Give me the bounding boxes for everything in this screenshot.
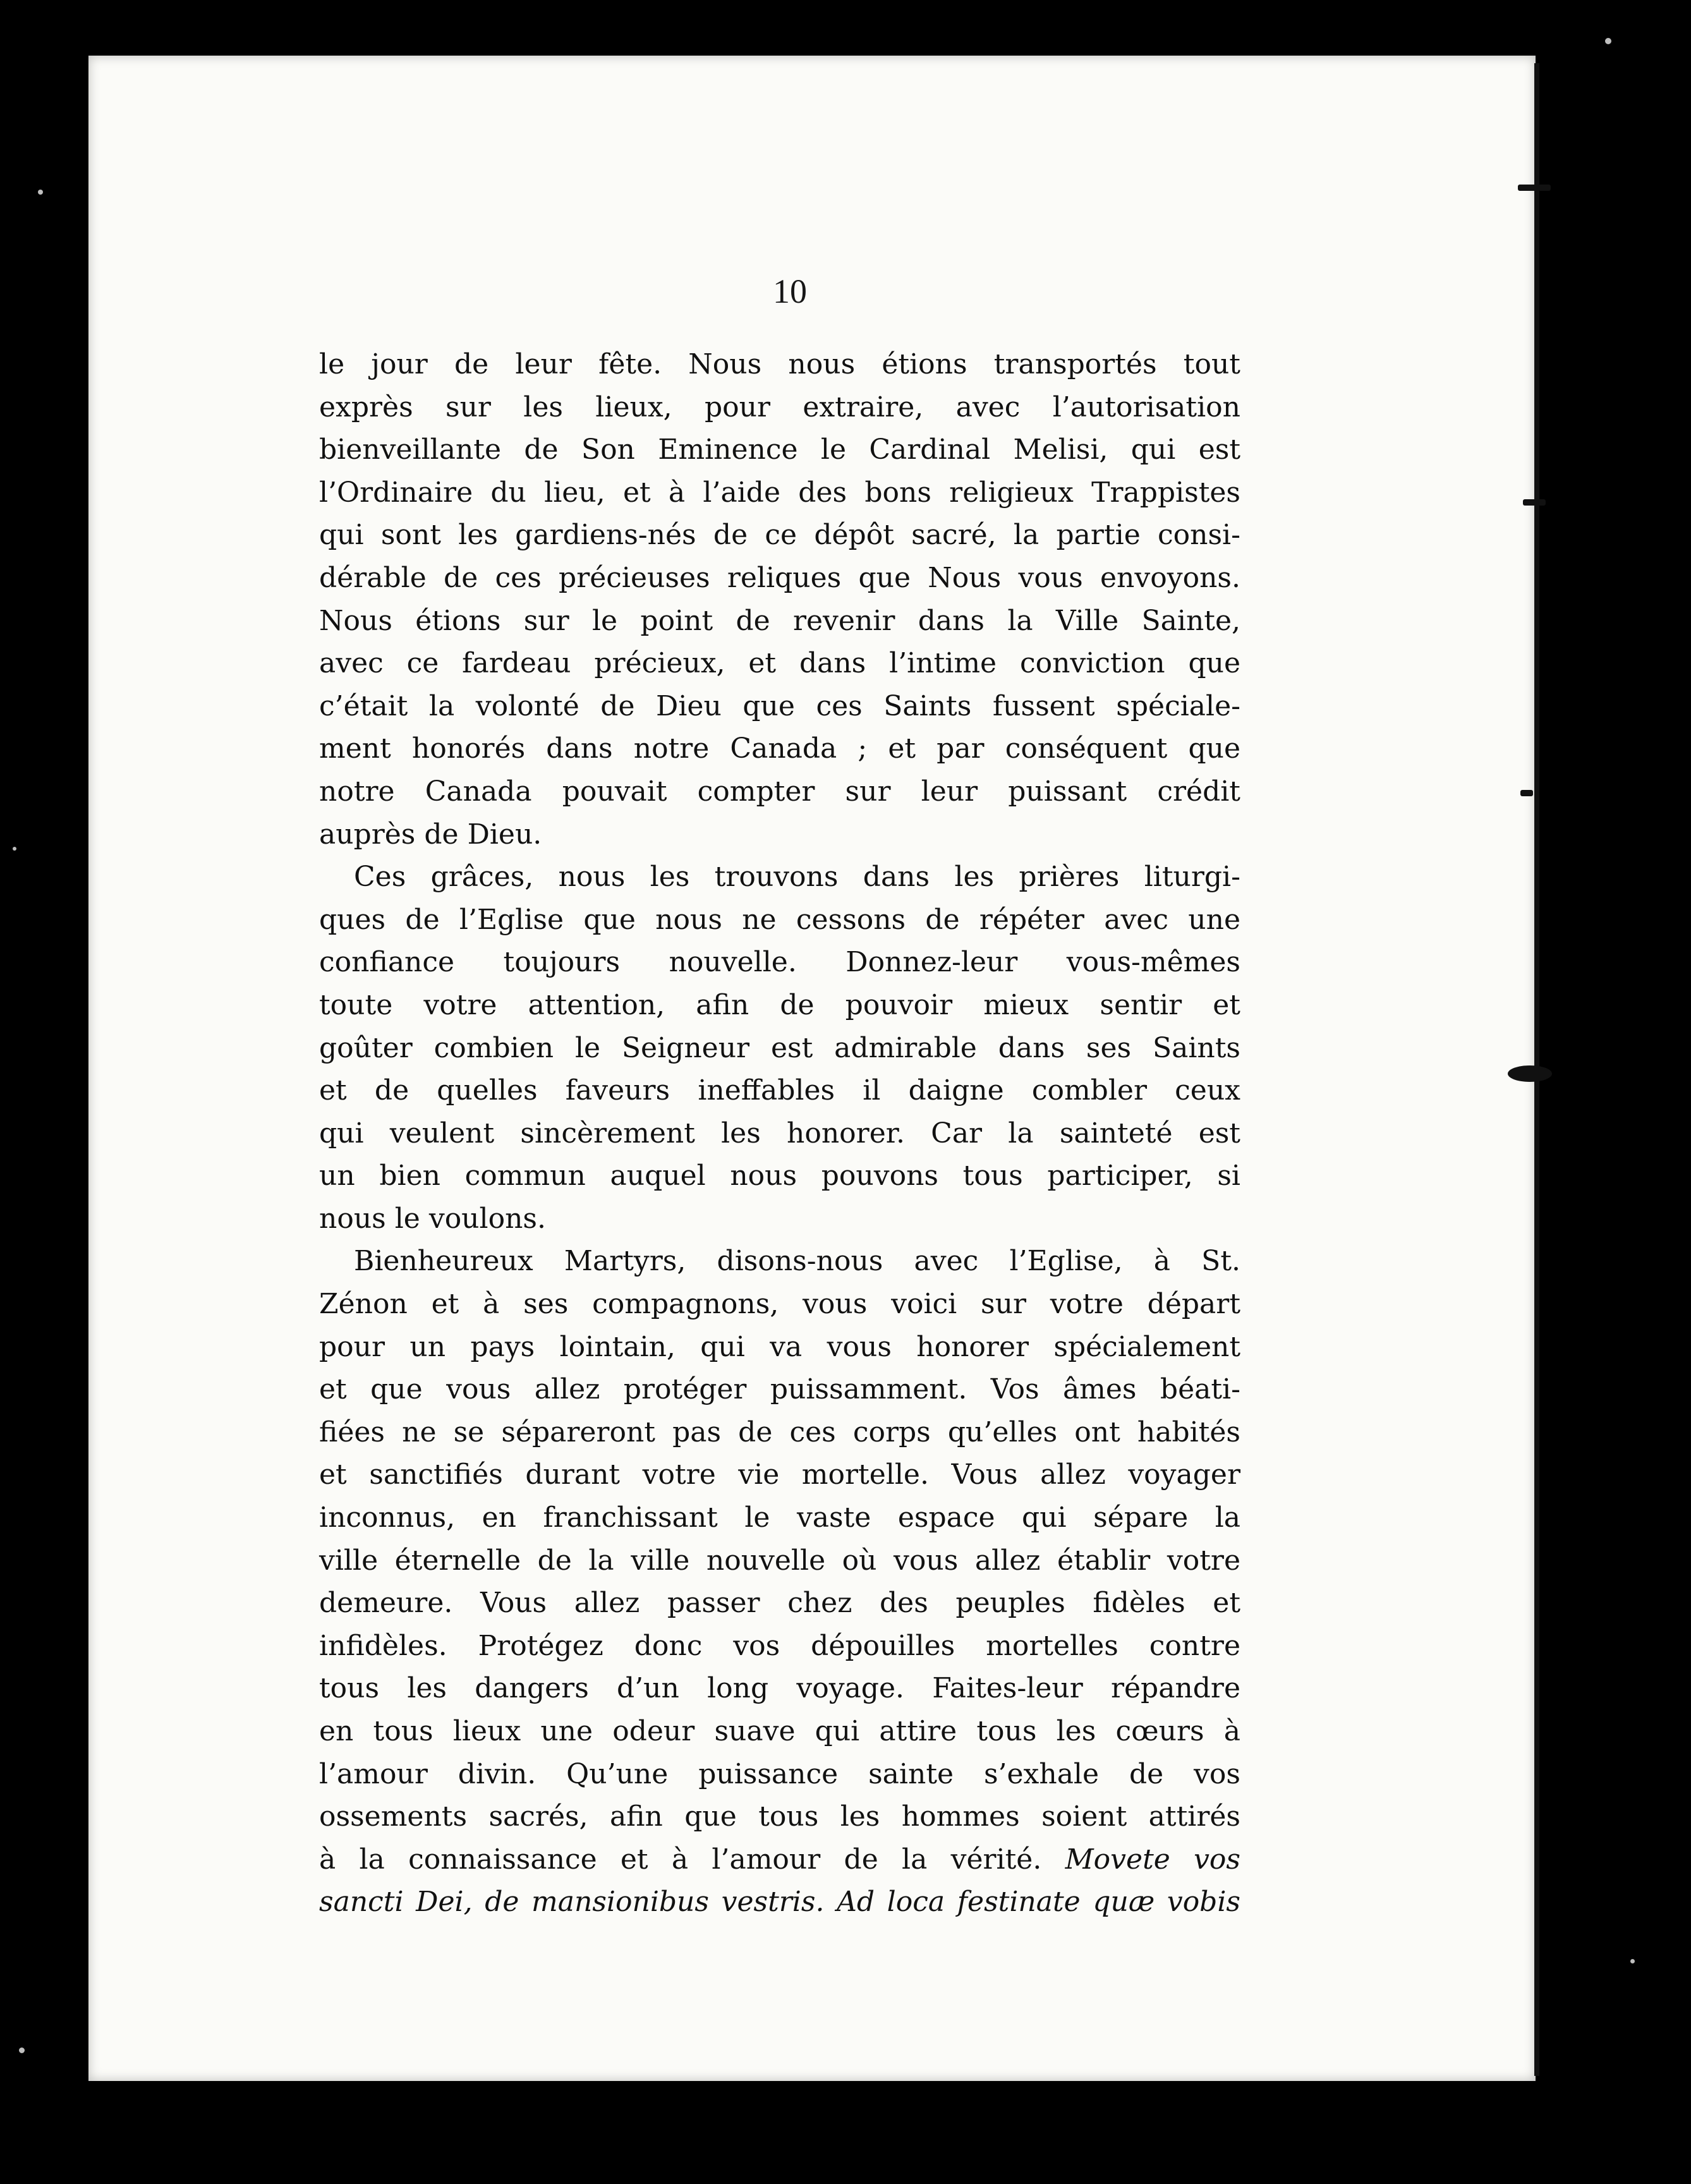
text-line: ment honorés dans notre Canada ; et par conséquent que (319, 732, 1240, 765)
text-line: l’amour divin. Qu’une puissance sainte s’exhale de vos (319, 1757, 1240, 1790)
binding-mark (1508, 1065, 1552, 1082)
text-line: Nous étions sur le point de revenir dans la Ville Sainte, (319, 604, 1240, 637)
text-line: et de quelles faveurs ineffables il daigne combler ceux (319, 1074, 1240, 1107)
text-line: qui veulent sincèrement les honorer. Car la sainteté est (319, 1117, 1240, 1150)
text-line: qui sont les gardiens-nés de ce dépôt sacré, la partie consi- (319, 519, 1240, 552)
scan-speck (1605, 38, 1611, 44)
text-line: exprès sur les lieux, pour extraire, avec l’autorisation (319, 391, 1240, 423)
text-line: l’Ordinaire du lieu, et à l’aide des bons religieux Trappistes (319, 476, 1240, 509)
text-line: bienveillante de Son Eminence le Cardinal Melisi, qui est (319, 434, 1240, 466)
text-line: fiées ne se sépareront pas de ces corps qu’elles ont habités (319, 1416, 1240, 1448)
text-line: avec ce fardeau précieux, et dans l’intime conviction que (319, 647, 1240, 680)
text-line: notre Canada pouvait compter sur leur puissant crédit (319, 775, 1240, 808)
text-line: ossements sacrés, afin que tous les hommes soient attirés (319, 1800, 1240, 1833)
text-line: pour un pays lointain, qui va vous honorer spécialement (319, 1330, 1240, 1363)
text-line: goûter combien le Seigneur est admirable dans ses Saints (319, 1031, 1240, 1064)
scan-speck (1630, 1959, 1635, 1963)
text-line: toute votre attention, afin de pouvoir mieux sentir et (319, 988, 1240, 1021)
text-line: Bienheureux Martyrs, disons-nous avec l’Eglise, à St. (354, 1245, 1240, 1278)
text-line-with-latin (319, 1838, 1240, 1881)
binding-mark (1523, 499, 1546, 506)
text-line: Zénon et à ses compagnons, vous voici sur votre départ (319, 1288, 1240, 1321)
text-line: auprès de Dieu. (319, 818, 542, 851)
body-text (319, 343, 1240, 1924)
latin-quote-rest: , de mansionibus vestris. Ad loca festinate quæ vobis (463, 1886, 1240, 1919)
text-line: le jour de leur fête. Nous nous étions transportés tout (319, 348, 1240, 380)
scan-speck (13, 847, 16, 851)
text-line: inconnus, en franchissant le vaste espace qui sépare la (319, 1502, 1240, 1534)
text-line: un bien commun auquel nous pouvons tous participer, si (319, 1160, 1240, 1192)
text-line: dérable de ces précieuses reliques que Nous vous envoyons. (319, 561, 1240, 594)
text-line-latin (319, 1881, 1240, 1924)
text-line: en tous lieux une odeur suave qui attire tous les cœurs à (319, 1715, 1240, 1747)
text-line: tous les dangers d’un long voyage. Faites-leur répandre (319, 1672, 1240, 1705)
text-line: nous le voulons. (319, 1202, 546, 1235)
text-line: et que vous allez protéger puissamment. Vos âmes béati- (319, 1373, 1240, 1406)
page-number: 10 (773, 272, 807, 310)
latin-quote: Movete vos (1065, 1843, 1240, 1876)
binding-mark (1520, 790, 1533, 796)
scan-speck (38, 190, 43, 195)
text-line: confiance toujours nouvelle. Donnez-leur vous-mêmes (319, 946, 1240, 979)
text-line: Ces grâces, nous les trouvons dans les prières liturgi- (354, 861, 1240, 894)
text-line: infidèles. Protégez donc vos dépouilles mortelles contre (319, 1629, 1240, 1662)
text-line-start: à la connaissance et à l’amour de la vérité. (319, 1843, 1042, 1876)
text-line: ques de l’Eglise que nous ne cessons de répéter avec une (319, 903, 1240, 936)
text-line: et sanctifiés durant votre vie mortelle. Vous allez voyager (319, 1459, 1240, 1491)
scan-speck (19, 2048, 25, 2053)
binding-mark (1518, 185, 1551, 191)
text-line: c’était la volonté de Dieu que ces Saints fussent spéciale- (319, 689, 1240, 722)
text-line: ville éternelle de la ville nouvelle où vous allez établir votre (319, 1544, 1240, 1577)
latin-quote-start: sancti Dei (319, 1886, 464, 1919)
text-line: demeure. Vous allez passer chez des peuples fidèles et (319, 1587, 1240, 1620)
